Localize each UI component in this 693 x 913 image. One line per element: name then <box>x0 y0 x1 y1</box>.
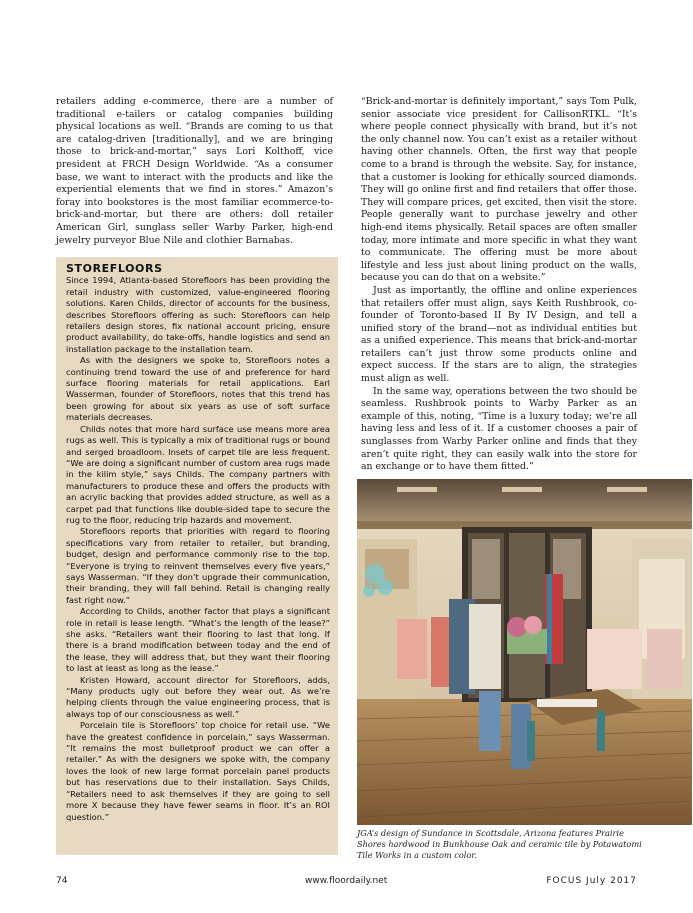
right-column-paragraph: “Brick-and-mortar is definitely important,” says Tom Pulk, senior associate vice president for CallisonRTKL. “It’s where people connect physically with brand, but it’s not the only channel now. You can’t exist as a retailer without having other channels. Often, the first way that people come to a brand is through the website. Say, for instance, that a customer is looking for ethically sourced diamonds. They will go online first and find retailers that offer those. They will compare prices, get excited, then visit the store. People generally want to purchase jewelry and other high-end items physically. Retail spaces are often smaller today, more intimate and more specific in what they want to communicate. The offering must be more about lifestyle and less just about lining product on the walls, because you can do that on a website.” <box>361 96 637 284</box>
issue-label: FOCUS July 2017 <box>546 876 637 886</box>
sidebar-title: STOREFLOORS <box>66 262 163 275</box>
page-number: 74 <box>56 876 68 886</box>
left-column <box>56 96 333 247</box>
storefloors-sidebar <box>56 257 338 855</box>
right-column-paragraph: In the same way, operations between the two should be seamless. Rushbrook points to Warby Parker as an example of this, noting, “Time is a luxury today; we’re all having less and less of it. If a customer chooses a pair of sunglasses from Warby Parker online and finds that they aren’t quite right, they can easily walk into the store for an exchange or to have them fitted.” <box>361 385 637 473</box>
sidebar-paragraph: Childs notes that more hard surface use means more area rugs as well. This is typically a mix of traditional rugs or bound and serged broadloom. Insets of carpet tile are less frequent. “We are doing a significant number of custom area rugs made in the kilim style,” says Childs. The company partners with manufacturers to produce these and offers the products with an acrylic backing that provides added structure, as well as a carpet pad that functions like double-sided tape to secure the rug to the floor, reducing trip hazards and movement. <box>66 423 330 525</box>
sidebar-paragraph: As with the designers we spoke to, Storefloors notes a continuing trend toward the use of and preference for hard surface flooring materials for retail applications. Earl Wasserman, founder of Storefloors, notes that this trend has been growing for about six years as use of soft surface materials decreases. <box>66 355 330 423</box>
store-interior-photo <box>357 479 692 825</box>
website-url: www.floordaily.net <box>305 876 388 886</box>
right-column <box>361 96 637 474</box>
sidebar-paragraph: Kristen Howard, account director for Storefloors, adds, “Many products ugly out before they wear out. As we’re helping clients through the value engineering process, that is always top of our consciousness as well.” <box>66 674 330 719</box>
sidebar-paragraph: Storefloors reports that priorities with regard to flooring specifications vary from retailer to retailer, but branding, budget, design and performance commonly rise to the top. “Everyone is trying to reinvent themselves every five years,” says Wasserman. “If they don’t upgrade their communication, their branding, they will fall behind. Retail is changing really fast right now.” <box>66 526 330 605</box>
right-column-paragraph: Just as importantly, the offline and online experiences that retailers offer must align, says Keith Rushbrook, co-founder of Toronto-based II By IV Design, and tell a unified story of the brand—not as individual entities but as a unified experience. This means that brick-and-mortar retailers can’t just throw some products online and expect success. If the stars are to align, the strategies must align as well. <box>361 284 637 385</box>
photo-caption: JGA’s design of Sundance in Scottsdale, Arizona features Prairie Shores hardwood in Bunkhouse Oak and ceramic tile by Potawatomi Tile Works in a custom color. <box>357 828 642 860</box>
sidebar-paragraph: According to Childs, another factor that plays a significant role in retail is lease length. “What’s the length of the lease?” she asks. “Retailers want their flooring to last that long. If there is a brand modification between today and the end of the lease, they will address that, but they want their flooring to last at least as long as the lease.” <box>66 606 330 674</box>
sidebar-paragraph: Since 1994, Atlanta-based Storefloors has been providing the retail industry with customized, value-engineered flooring solutions. Karen Childs, director of accounts for the business, describes Storefloors offering as such: Storefloors can help retailers design stores, fix national account pricing, ensure product availability, do take-offs, handle logistics and send an installation package to the installation team. <box>66 275 330 354</box>
sidebar-paragraph: Porcelain tile is Storefloors’ top choice for retail use. “We have the greatest confidence in porcelain,” says Wasserman. “It remains the most bulletproof product we can offer a retailer.” As with the designers we spoke with, the company loves the look of new large format porcelain panel products but has reservations due to their installation. Says Childs, “Retailers need to ask themselves if they are going to sell more X because they have fewer seams in floor. It’s an ROI question.” <box>66 720 330 822</box>
left-column-paragraph: retailers adding e-commerce, there are a number of traditional e-tailers or catalog companies building physical locations as well. “Brands are coming to us that are catalog-driven [traditionally], and we are bringing those to brick-and-mortar,” says Lori Kolthoff, vice president at FRCH Design Worldwide. “As a consumer base, we want to interact with the products and like the experiential elements that we find in stores.” Amazon’s foray into bookstores is the most familiar ecommerce-to-brick-and-mortar, but there are others: doll retailer American Girl, sunglass seller Warby Parker, high-end jewelry purveyor Blue Nile and clothier Barnabas. <box>56 96 333 246</box>
